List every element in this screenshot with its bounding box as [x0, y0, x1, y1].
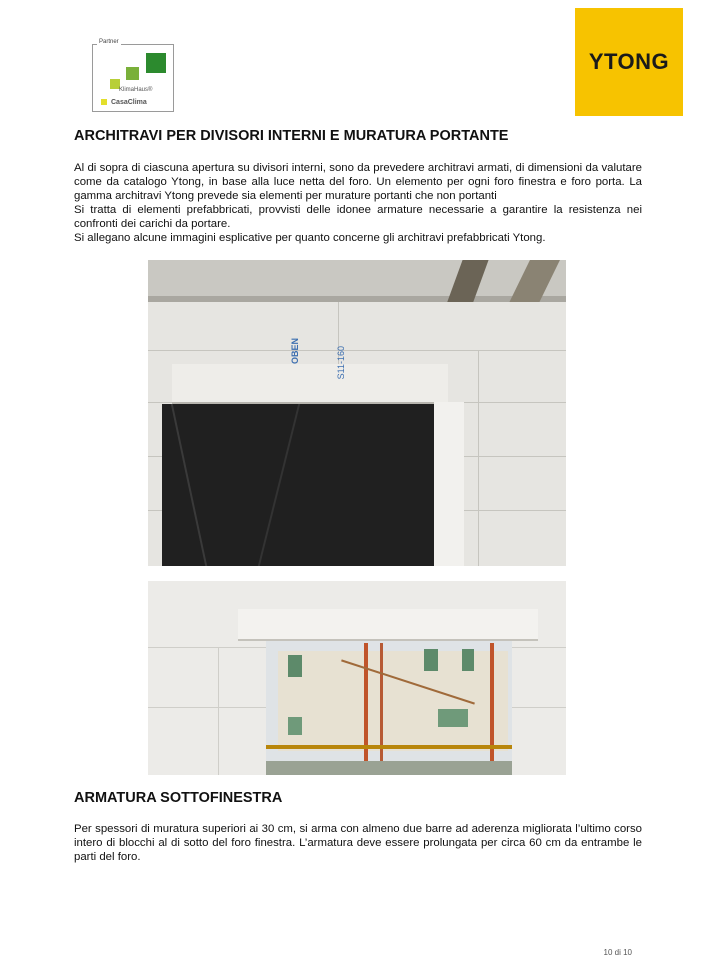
- section-armatura-body: [74, 822, 642, 864]
- paragraph: Al di sopra di ciascuna apertura su divisori interni, sono da prevedere architravi armati, di dimensioni da valutare come da catalogo Ytong, in base alla luce netta del foro. Un elemento per ogni foro finestra e foro porta. La gamma architravi Ytong prevede sia elementi per murature portanti che non portanti: [74, 162, 642, 202]
- scaffold-pole: [364, 643, 368, 775]
- ytong-logo-text: YTONG: [588, 49, 670, 74]
- paragraph: Si allegano alcune immagini esplicative per quanto concerne gli architravi prefabbricati Ytong.: [74, 232, 546, 244]
- window-shutter: [288, 717, 302, 735]
- lintel-marking: S11-160: [336, 346, 346, 380]
- photo-lintel-doorway: [148, 260, 566, 566]
- page-number: 10 di 10: [603, 948, 632, 957]
- door-opening: [162, 404, 434, 566]
- window-shutter: [424, 649, 438, 671]
- scaffold-pole: [380, 643, 383, 775]
- window-shutter: [288, 655, 302, 677]
- badge-square-dark-green: [146, 53, 166, 73]
- badge-square-green: [126, 67, 139, 80]
- mortar-line: [148, 350, 566, 351]
- prefab-lintel: [238, 609, 538, 641]
- lintel-marking: OBEN: [290, 338, 300, 365]
- scaffold-pole: [490, 643, 494, 775]
- paragraph: Per spessori di muratura superiori ai 30 cm, si arma con almeno due barre ad aderenza migliorata l’ultimo corso intero di blocchi al di sotto del foro finestra. L’armatura deve essere prolungata per circa 60 cm da entrambe le parti del foro.: [74, 823, 642, 863]
- ytong-logo: [575, 8, 683, 116]
- section-title-armatura: ARMATURA SOTTOFINESTRA: [74, 790, 283, 806]
- klimahaus-text: KlimaHaus®: [119, 87, 153, 93]
- paragraph: Si tratta di elementi prefabbricati, provvisti delle idonee armature necessarie a garantire la resistenza nei confronti dei carichi da portare.: [74, 204, 642, 230]
- ground: [266, 761, 512, 775]
- partner-badge: [92, 39, 174, 112]
- section-architravi-body: [74, 161, 642, 245]
- ceiling-slab: [148, 260, 566, 298]
- photo-window-opening: [148, 581, 566, 775]
- scaffold-bar: [266, 745, 512, 749]
- mortar-line: [478, 350, 479, 566]
- door-jamb: [434, 402, 464, 566]
- mortar-line: [218, 647, 219, 775]
- window-shutter: [462, 649, 474, 671]
- section-title-architravi: ARCHITRAVI PER DIVISORI INTERNI E MURATURA PORTANTE: [74, 128, 509, 144]
- badge-square-yellow: [101, 99, 107, 105]
- window-shutter: [438, 709, 468, 727]
- casaclima-text: CasaClima: [111, 99, 147, 106]
- partner-label: Partner: [99, 39, 119, 45]
- prefab-lintel: [172, 364, 448, 404]
